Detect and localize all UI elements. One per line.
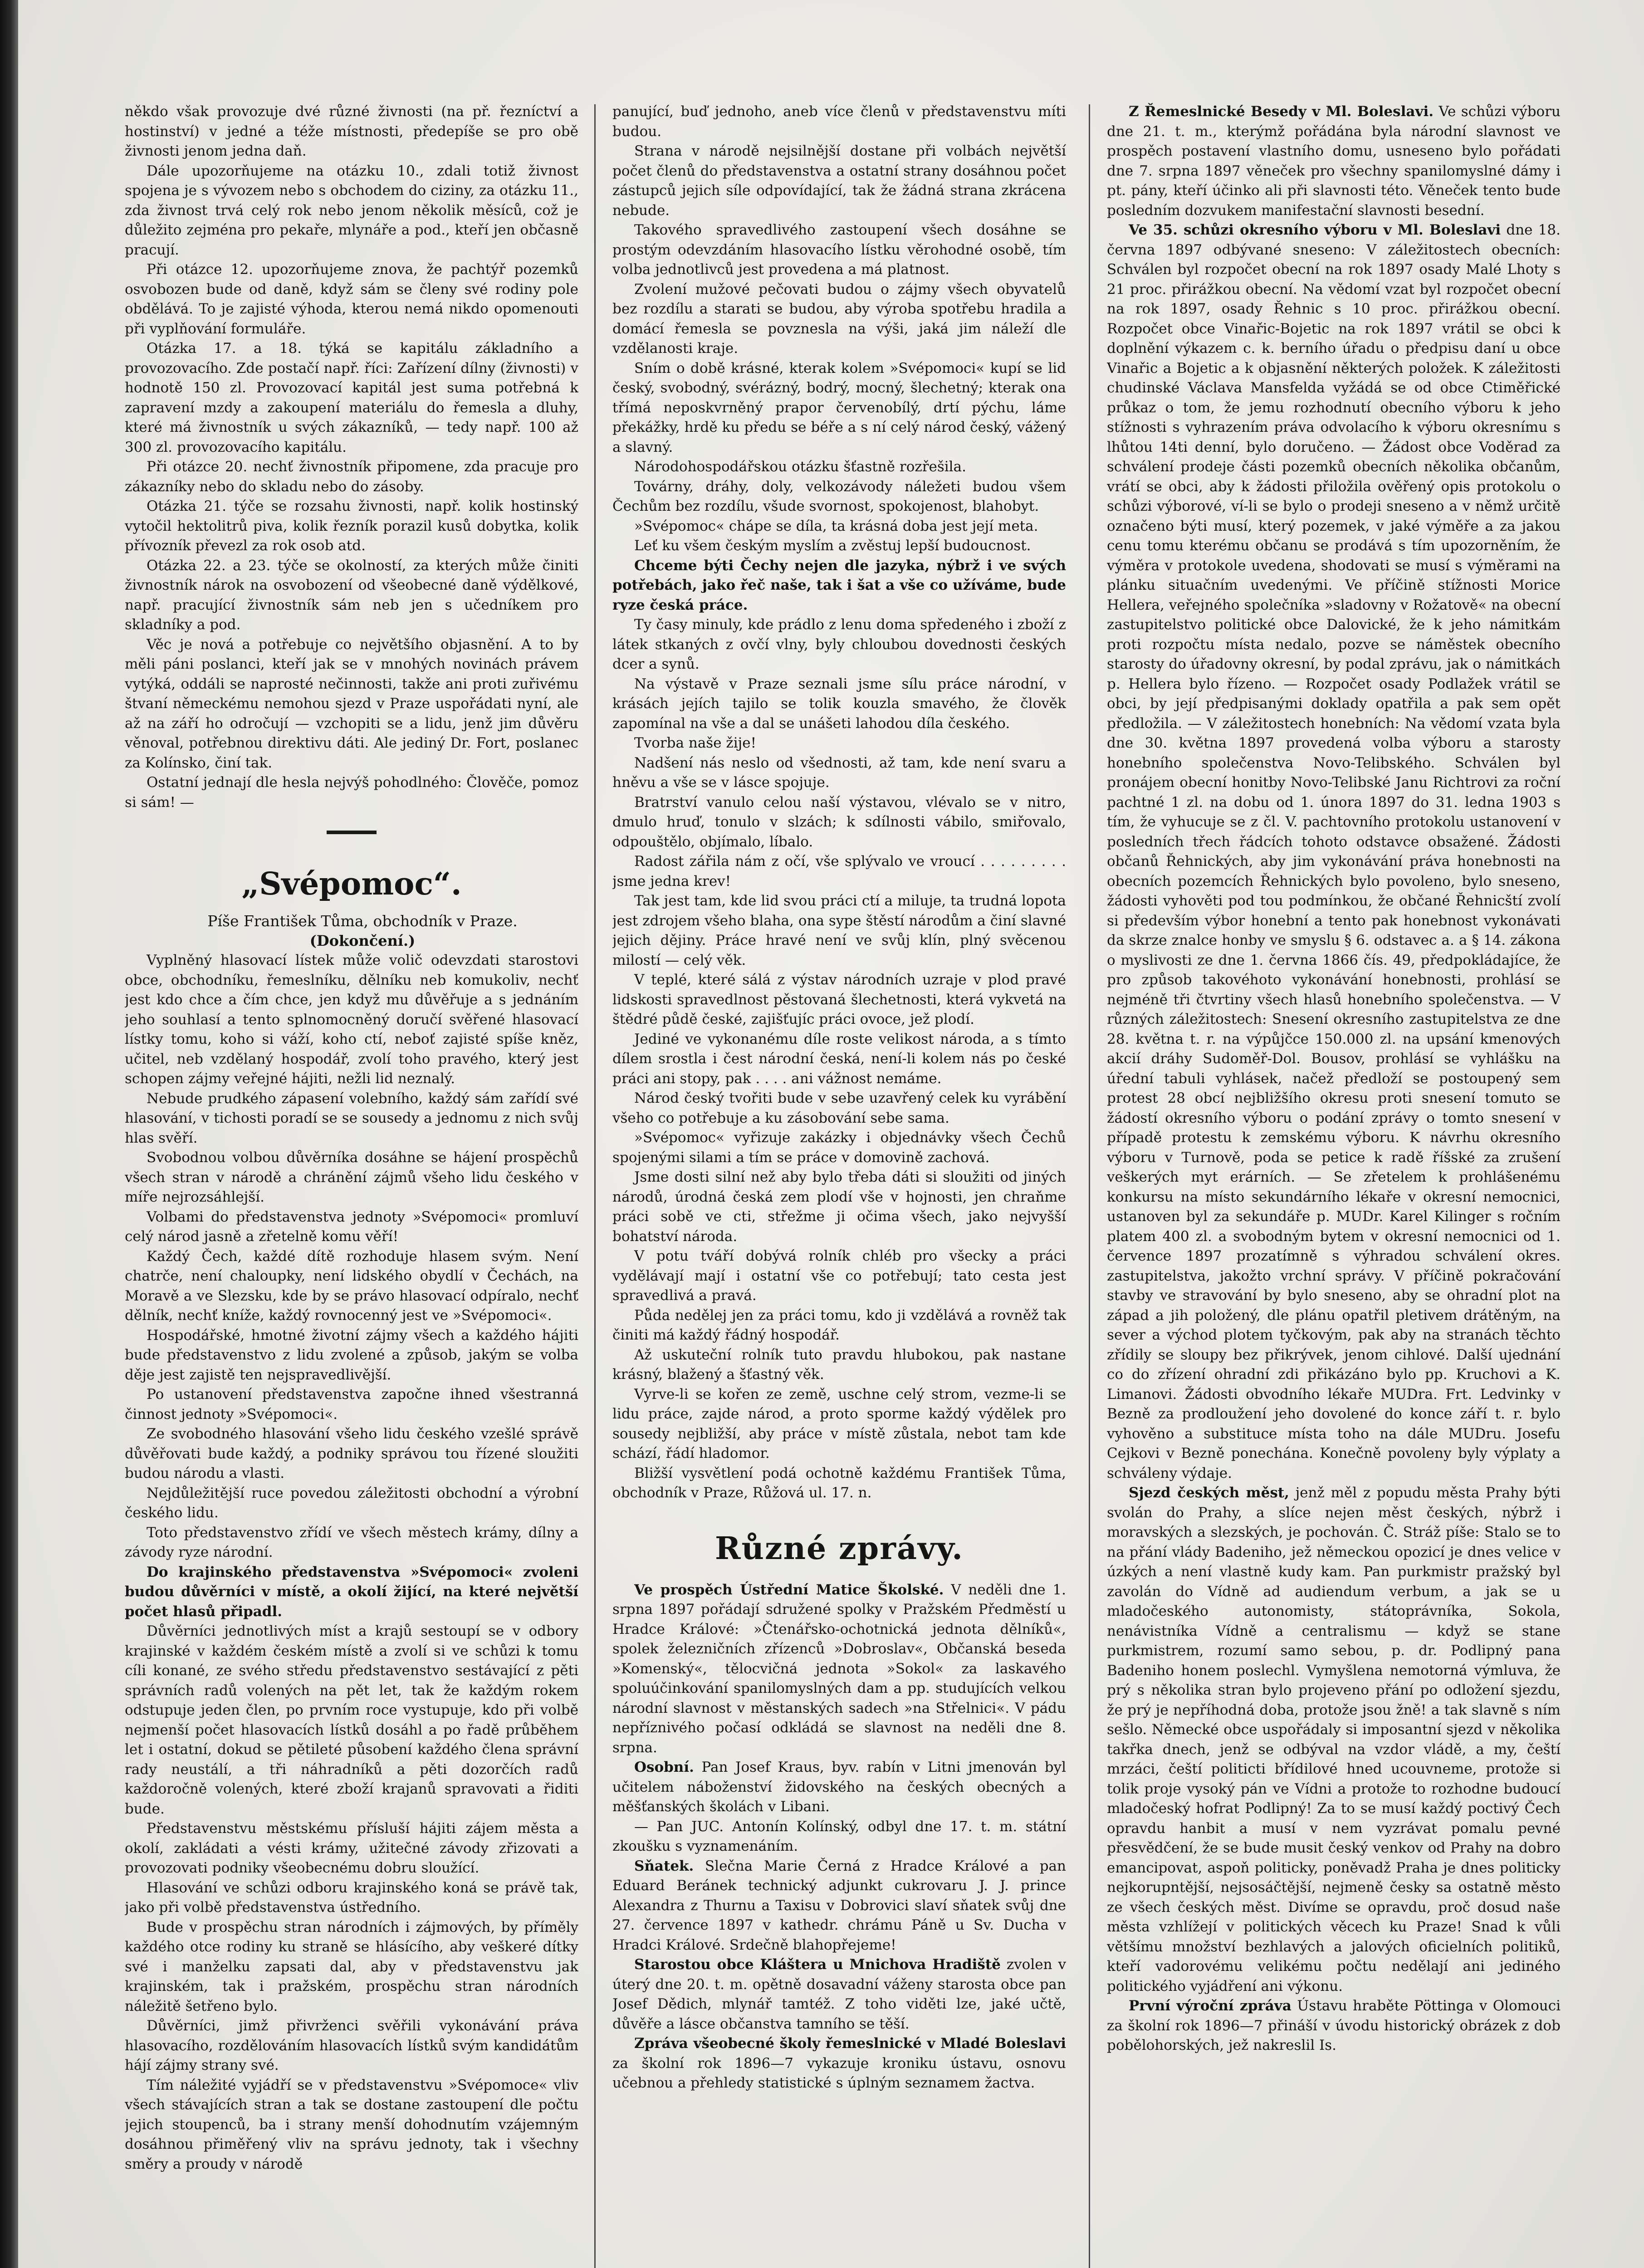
scan-edge bbox=[0, 0, 18, 2268]
news-lead: Starostou obce Kláštera u Mnichova Hradiště bbox=[634, 1956, 1001, 1973]
paragraph: Při otázce 12. upozorňujeme znova, že pachtýř pozemků osvobozen bude od daně, když sám se členy své rodiny pole obdělává. To je zajisté výhoda, kterou nemá nikdo opomenouti při vyplňování formuláře. bbox=[125, 261, 578, 337]
news-item bbox=[612, 2034, 1066, 2093]
news-text: Slečna Marie Černá z Hradce Králové a pan Eduard Beránek technický adjunkt cukrovaru J. J. prince Alexandra z Thurnu a Taxisu v Dobrovici slaví sňatek svůj dne 27. července 1897 v kathedr. chrámu Páně u Sv. Ducha v Hradci Králové. Srdečně blahopřejeme! bbox=[612, 1857, 1066, 1953]
paragraph: Otázka 17. a 18. týká se kapitálu základního a provozovacího. Zde postačí např. říci: Zařízení dílny (živnosti) v hodnotě 150 zl. Provozovací kapitál jest suma potřebná k zapravení mzdy a zakoupení materiálu do řemesla a dluhy, které má živnostník u svých zákazníků, — tedy např. 100 až 300 zl. provozovacího kapitálu. bbox=[125, 340, 578, 455]
paragraph: Národohospodářskou otázku šťastně rozřešila. bbox=[634, 459, 966, 475]
paragraph: Každý Čech, každé dítě rozhoduje hlasem svým. Není chatrče, není chaloupky, není lidského obydlí v Čechách, na Moravě a ve Slezsku, kde by se právo hlasovací odpíralo, nechť dělník, nechť kníže, každý rovnocenný jest ve »Svépomoci«. bbox=[125, 1248, 578, 1324]
paragraph: Bratrství vanulo celou naší výstavou, vlévalo se v nitro, dmulo hruď, tonulo v slzách; k sdílnosti vábilo, smiřovalo, odpouštělo, objímalo, líbalo. bbox=[612, 794, 1066, 850]
paragraph: Otázka 21. týče se rozsahu živnosti, např. kolik hostinský vytočil hektolitrů piva, kolik řezník porazil kusů dobytka, kolik přívozník převezl za rok osob atd. bbox=[125, 498, 578, 554]
paragraph: Radost zářila nám z očí, vše splývalo ve vroucí . . . . . . . . . jsme jedna krev! bbox=[612, 853, 1066, 890]
paragraph: Chceme býti Čechy nejen dle jazyka, nýbrž i ve svých potřebách, jako řeč naše, tak i šat a vše co užíváme, bude ryze česká práce. bbox=[612, 557, 1066, 613]
news-text: Ve schůzi výboru dne 21. t. m., kterýmž pořádána byla národní slavnost ve prospěch postavení vlastního domu, usneseno bylo pořádati dne 7. srpna 1897 věneček pro všechny spanilomyslné dámy i pt. pány, kteří účinko ali při slavnosti této. Věneček tento bude posledním dozvukem manifestační slavnosti besední. bbox=[1107, 103, 1561, 219]
paragraph: Ostatní jednají dle hesla nejvýš pohodlného: Člověče, pomoz si sám! — bbox=[125, 774, 578, 811]
paragraph: »Svépomoc« chápe se díla, ta krásná doba jest její meta. bbox=[634, 518, 1038, 534]
paragraph: Leť ku všem českým myslím a zvěstuj lepší budoucnost. bbox=[634, 538, 1031, 554]
paragraph: Až uskuteční rolník tuto pravdu hlubokou, pak nastane krásný, blažený a šťastný věk. bbox=[612, 1346, 1066, 1383]
column-rule bbox=[1089, 104, 1090, 2268]
news-text: za školní rok 1896—7 vykazuje kroniku ústavu, osnovu učebnou a přehledy statistické s úplným seznamem žactva. bbox=[612, 2055, 1066, 2091]
paragraph: Továrny, dráhy, doly, velkozávody náležeti budou všem Čechům bez rozdílu, všude svornost, spokojenost, blahobyt. bbox=[612, 478, 1066, 514]
paragraph: Věc je nová a potřebuje co největšího objasnění. A to by měli páni poslanci, kteří jak se v mnohých novinách právem vytýká, oddáli se naprosté nečinnosti, takže ani proti zuřivému štvaní německému nemohou sjezd v Praze uspořádati nyní, ale až na září ho odročují — vzchopiti se a lidu, jenž jim důvěru věnoval, potřebnou direktivu dáti. Ale jediný Dr. Fort, poslanec za Kolínsko, činí tak. bbox=[125, 636, 578, 771]
paragraph: Důvěrníci jednotlivých míst a krajů sestoupí se v odbory krajinské v každém českém místě a zvolí si ve schůzi k tomu cíli konané, ze svého středu představenstvo sestávající z pěti správních radů volených na pět let, tak že každým rokem odstupuje jeden člen, po prvním roce vystupuje, kdo při volbě nejmenší počet hlasovacích lístků dosáhl a po řadě průběhem let i ostatní, dokud se pětileté působení každého člena správní rady neustálí, a tři náhradníků a pěti dozorčích radů každoročně volených, které zboží krajanů spravovati a řiditi bude. bbox=[125, 1623, 578, 1817]
section-title: Různé zprávy. bbox=[715, 1530, 964, 1567]
news-lead: Ve 35. schůzi okresního výboru v Ml. Boleslavi bbox=[1129, 222, 1501, 238]
paragraph: Důvěrníci, jimž přivrženci svěřili vykonávání práva hlasovacího, rozdělováním hlasovacích lístků svým kandidátům hájí zájmy strany své. bbox=[125, 2018, 578, 2073]
paragraph: Bude v prospěchu stran národních i zájmových, by příměly každého otce rodiny ku straně se hlásícího, aby veškeré dítky své i manželku zapsati dal, aby v představenstvu jak krajinském, tak i pražském, prospěchu stran národních náležitě šetřeno bylo. bbox=[125, 1919, 578, 2014]
news-item bbox=[612, 1955, 1066, 2034]
paragraph: Nejdůležitější ruce povedou záležitosti obchodní a výrobní českého lidu. bbox=[125, 1485, 578, 1521]
paragraph: Ty časy minuly, kde prádlo z lenu doma spředeného i zboží z látek stkaných z ovčí vlny, byly chloubou dovednosti českých dcer a synů. bbox=[612, 616, 1066, 672]
news-lead: Z Řemeslnické Besedy v Ml. Boleslavi. bbox=[1129, 103, 1434, 120]
paragraph: Toto představenstvo zřídí ve všech městech krámy, dílny a závody ryze národní. bbox=[125, 1524, 578, 1560]
paragraph: někdo však provozuje dvé různé živnosti (na př. řezníctví a hostinství) v jedné a téže místnosti, předepíše se pro obě živnosti jenom jedna daň. bbox=[125, 103, 578, 159]
column-1 bbox=[125, 102, 578, 2268]
article-byline: Píše František Tůma, obchodník v Praze. bbox=[207, 912, 518, 930]
news-item bbox=[1107, 220, 1561, 1483]
column-rule bbox=[594, 104, 596, 2268]
column-2 bbox=[612, 102, 1066, 2268]
news-text: Ústavu hraběte Pöttinga v Olomouci za školní rok 1896—7 přináší v úvodu historický obrázek z dob pobělohorských, jež nakreslil Is. bbox=[1107, 1998, 1561, 2053]
news-item bbox=[1107, 102, 1561, 220]
article-subtitle: (Dokončení.) bbox=[309, 932, 416, 949]
news-text: Pan Josef Kraus, byv. rabín v Litni jmenován byl učitelem náboženství židovského na českých obecných a měšťanských školách v Libani. bbox=[612, 1759, 1066, 1815]
news-text: jenž měl z popudu města Prahy býti svolán do Prahy, a slíce nejen měst českých, nýbrž i moravských a slezských, je pochován. Č. Stráž píše: Stalo se to na přání vlády Badeniho, jež německou opozicí je dnes velice v úzkých a není vlastně kudy kam. Pan purkmistr pražský byl zavolán do Vídně ad audiendum verbum, a jak se u mladočeského autonomisty, státoprávníka, Sokola, nenávistníka Vídně a centralismu — když se stane purkmistrem, rozumí samo sebou, p. dr. Podlipný pana Badeniho honem poslechl. Vymyšlena nemotorná výmluva, že prý s několika stran bylo projeveno přání po odložení sjezdu, že prý je nepříhodná doba, protože jsou žně! a tak slavně s ním sešlo. Německé obce uspořádaly si imposantní sjezd v několika takřka dnech, jenž se odbýval na vzdor vládě, a my, čeští mrzáci, čeští politicti břídilové hned ucouvneme, protože si tolik proje vysoký pán ve Vídni a protože to rozhodne budoucí mladočeský hofrat Podlipný! Za to se musí každý poctivý Čech opravdu hanbit a musí v nem vyzrávat pomalu pevné přesvědčení, že se bude musit český venkov od Prahy na dobro emancipovat, aspoň politicky, poněvadž Praha je dnes politicky nejkorupntější, nejsosáčtější, nejmeně česky sa ostatně město ze všech českých měst. Divíme se opravdu, proč dosud naše města vzhlížejí v politických věcech ku Praze! Snad k vůli většímu množství bezhlavých a jalových oficielních politiků, kteří vadorovému velikému počtu nedělají ani jediného politického vyjádření ani výkonu. bbox=[1107, 1485, 1561, 1994]
paragraph: »Svépomoc« vyřizuje zakázky i objednávky všech Čechů spojenými silami a tím se práce v domovině zachová. bbox=[612, 1129, 1066, 1166]
paragraph: Národ český tvořiti bude v sebe uzavřený celek ku vyrábění všeho co potřebuje a ku zásobování sebe sama. bbox=[612, 1090, 1066, 1126]
news-item bbox=[1107, 1483, 1561, 1996]
news-item bbox=[1107, 1996, 1561, 2056]
paragraph: Při otázce 20. nechť živnostník připomene, zda pracuje pro zákazníky nebo do skladu nebo do zásoby. bbox=[125, 459, 578, 495]
paragraph: Vyrve-li se kořen ze země, uschne celý strom, vezme-li se lidu práce, zajde národ, a proto sporme každý výdělek pro sousedy nejbližší, aby práce v místě zůstala, nebot tam kde schází, řádí hladomor. bbox=[612, 1386, 1066, 1461]
section-divider bbox=[327, 831, 377, 834]
paragraph: panující, buď jednoho, aneb více členů v představenstvu míti budou. bbox=[612, 103, 1066, 140]
paragraph: Takového spravedlivého zastoupení všech dosáhne se prostým odevzdáním hlasovacího lístku věrohodné osobě, tím volba jednotlivců jest provedena a má platnost. bbox=[612, 222, 1066, 278]
news-text: V neděli dne 1. srpna 1897 pořádají sdružené spolky v Pražském Předměstí u Hradce Králové: »Čtenářsko-ochotnická jednota dělníků«, spolek železničních zřízenců »Dobroslav«, Občanská beseda »Komenský«, tělocvičná jednota »Sokol« za laskavého spoluúčinkování spanilomyslných dam a pp. studujících velkou národní slavnost v městanských sadech »na Střelnici«. V pádu nepříznivého počasí odkládá se slavnost na neděli dne 8. srpna. bbox=[612, 1581, 1066, 1756]
paragraph: Na výstavě v Praze seznali jsme sílu práce národní, v krásách jejích tajilo se tolik kouzla smavého, že člověk zapomínal na vše a dal se unášeti lahodou díla českého. bbox=[612, 675, 1066, 732]
news-item bbox=[612, 1857, 1066, 1955]
paragraph: Jsme dosti silní než aby bylo třeba dáti si sloužiti od jiných národů, úrodná česká zem plodí vše v hojnosti, jen chraňme práci sobě ve cti, střežme ji očima všech, jako nejvyšší bohatství národa. bbox=[612, 1169, 1066, 1245]
paragraph: Půda nedělej jen za práci tomu, kdo ji vzdělává a rovněž tak činiti má každý řádný hospodář. bbox=[612, 1307, 1066, 1343]
paragraph: V teplé, které sálá z výstav národních uzraje v plod pravé lidskosti spravedlnost pěstovaná šlechetnosti, která vykvetá na štědré půdě české, zajišťujíc práci ovoce, jež plodí. bbox=[612, 972, 1066, 1027]
paragraph: Volbami do představenstva jednoty »Svépomoci« promluví celý národ jasně a zřetelně komu věří! bbox=[125, 1208, 578, 1245]
paragraph: Představenstvu městskému přísluší hájiti zájem města a okolí, zakládati a vésti krámy, užitečné závody zřizovati a provozovati podniky všeobecnému dobru sloužící. bbox=[125, 1820, 578, 1876]
news-lead: Sjezd českých měst, bbox=[1129, 1485, 1289, 1501]
paragraph: Tvorba naše žije! bbox=[634, 735, 757, 751]
news-text: — Pan JUC. Antonín Kolínský, odbyl dne 17. t. m. státní zkoušku s vyznamenáním. bbox=[612, 1818, 1066, 1854]
paragraph: Tím náležité vyjádří se v představenstvu »Svépomoce« vliv všech stávajících stran a tak se dostane zastoupení dle počtu jejich stoupenců, ba i strany menší dohodnutím vzájemným dosáhnou přiměřený vliv na správu jednoty, tak i všechny směry a proudy v národě bbox=[125, 2077, 578, 2172]
paragraph: Zvolení mužové pečovati budou o zájmy všech obyvatelů bez rozdílu a starati se budou, aby výroba spotřebu hradila a domácí řemesla se povznesla na výši, jaká jim náleží dle vzdělanosti kraje. bbox=[612, 281, 1066, 357]
paragraph: Strana v národě nejsilnější dostane při volbách největší počet členů do představenstva a ostatní strany dosáhnou počet zástupců jejich síle odpovídající, tak že žádná strana zkrácena nebude. bbox=[612, 143, 1066, 219]
paragraph: Svobodnou volbou důvěrníka dosáhne se hájení prospěchů všech stran v národě a chránění zájmů všeho lidu českého v míře nejrozsáhlejší. bbox=[125, 1149, 578, 1205]
news-item bbox=[612, 1817, 1066, 1857]
news-text: dne 18. června 1897 odbývané sneseno: V záležitostech obecních: Schválen byl rozpočet obecní na rok 1897 osady Malé Lhoty s 21 proc. přirážkou obecní. Na vědomí vzat byl rozpočet obecní na rok 1897, osady Řehnic s 10 proc. přirážkou obecní. Rozpočet obce Vinařic-Bojetic na rok 1897 vrátil se obci k doplnění výkazem c. k. berního úřadu o předpisu daní u obce Vinařic a Bojetic a k objasnění některých položek. K záležitosti chudinské Václava Mansfelda vyžádá se od obce Ctiměřické průkaz o tom, že jemu rozhodnutí obecního výboru k jeho stížnosti s vyhrazením práva odvolacího k výboru okresnímu s lhůtou 14ti denní, bylo doručeno. — Žádost obce Voděrad za schválení prodeje části pozemků obecních několika občanům, vrátí se obci, aby k žádosti přiložila ověřený opis protokolu o schůzi výborové, ví-li se bylo o prodeji sneseno a v němž určitě označeno býti musí, který pozemek, v jaké výměře a za jakou cenu tomu kterému občanu se prodává s tím upozorněním, že výměra v protokole uvedena, shodovati se musí s výměrami na plánku situačním uvedenými. Ve příčině stížnosti Morice Hellera, veřejného společníka »sladovny v Rožatově« na obecní zastupitelstvo politické obce Dalovické, že k jeho námitkám proti rozpočtu místa nedalo, pozve se náměstek obecního starosty do úřadovny okresní, by podal zprávu, jak o námitkách p. Hellera bylo řízeno. — Rozpočet osady Podlažek vrátil se obci, by její předpisanými doklady opatřila a pak sem opět předložila. — V záležitostech honebních: Na vědomí vzata byla dne 30. května 1897 provedená volba výboru a starosty honebního společenstva Novo-Telibského. Schválen byl pronájem obecní honitby Novo-Telibské Janu Richtrovi za roční pachtné 1 zl. na dobu od 1. února 1897 do 31. ledna 1903 s tím, že vyhucuje se z čl. V. pachtovního protokolu ustanovení v posledních třech řádcích tohoto odstavce obsažené. Žádosti občanů Řehnických, aby jim vykonávání práva honebnosti na obecních pozemcích Řehnických bylo povoleno, bylo sneseno, žádosti vyhověti pod tou podmínkou, že občané Řehnicští zvolí si především výbor honební a tento pak honebnost vykonávati da skrze znalce honby ve smyslu § 6. odstavec a. a § 14. zákona o myslivosti ze dne 1. června 1866 čís. 49, předpokládajíce, že pro způsob takovéhoto vykonávání honebnosti, prohlásí se nejméně tři čtvrtiny všech hlasů honebního společenstva. — V různých záležitostech: Snesení okresního zastupitelstva ze dne 28. května t. r. na výpůjčce 150.000 zl. na upsání kmenových akcií dráhy Sudoměř-Dol. Bousov, prohlásí se vyhlášku na úřední tabuli vyhlásek, načež předloží se postoupený sem protest 28 obcí nejbližšího okresu proti snesení tomuto se žádostí okresního výboru o podání zprávy o tomto snesení v případě protestu k zemskému výboru. K návrhu okresního výboru v Turnově, poda se petice k radě říšské za zrušení veškerých myt erárních. — Se zřetelem k prohlášenému konkursu na místo sekundárního lékaře v okresní nemocnici, ustanoven byl za sekundáře p. MUDr. Karel Kilinger s ročním platem 400 zl. a svobodným bytem v okresní nemocnici od 1. července 1897 prozatímně s výhradou schválení okres. zastupitelstva, jakožto vrchní správy. V příčině pokračování stavby ve stravování by bylo sneseno, aby se ohradní plot na západ a jih položený, dle plánu opatřil pletivem drátěným, na sever a východ plotem tyčkovým, pak aby na stranách těchto zřídily se sloupy bez přikrývek, jenom cihlové. Další ujednání co do zřízení ohradní zdi přikázáno bylo pp. Kruchovi a K. Limanovi. Žádosti obvodního lékaře MUDra. Frt. Ledvinky v Bezně za prodloužení jeho dovolené do konce září t. r. bylo vyhověno a substituce místa toho na dále MUDru. Josefu Cejkovi v Bezně ponechána. Konečně povoleny byly výplaty a schváleny výdaje. bbox=[1107, 222, 1561, 1481]
paragraph: Jediné ve vykonanému díle roste velikost národa, a s tímto dílem srostla i čest národní česká, není-li kolem nás po české práci ani stopy, pak . . . . ani vážnost nemáme. bbox=[612, 1031, 1066, 1087]
paragraph: Po ustanovení představenstva započne ihned všestranná činnost jednoty »Svépomoci«. bbox=[125, 1386, 578, 1422]
news-text: zvolen v úterý dne 20. t. m. opětně dosavadní váženy starosta obce pan Josef Dědich, mlynář tamtéž. Z toho viděti lze, jaké učtě, důvěře a lásce občanstva tamního se těší. bbox=[612, 1956, 1066, 2032]
article-title: „Svépomoc“. bbox=[241, 866, 462, 902]
paragraph: Do krajinského představenstva »Svépomoci« zvoleni budou důvěrníci v místě, a okolí žijící, na které největší počet hlasů připadl. bbox=[125, 1564, 578, 1620]
paragraph: Nebude prudkého zápasení volebního, každý sám zařídí své hlasování, v tichosti poradí se se sousedy a jednomu z nich svůj hlas svěří. bbox=[125, 1090, 578, 1146]
news-item bbox=[612, 1758, 1066, 1817]
news-item bbox=[612, 1580, 1066, 1758]
paragraph: Tak jest tam, kde lid svou práci ctí a miluje, ta trudná lopota jest zdrojem všeho blaha, ona sype štěstí národům a činí slavné jejich dějiny. Práce hravé není ve svůj klín, plný svěcenou milostí — celý věk. bbox=[612, 893, 1066, 968]
news-lead: Sňatek. bbox=[634, 1857, 694, 1874]
news-lead: Ve prospěch Ústřední Matice Školské. bbox=[634, 1581, 944, 1598]
paragraph: Dále upozorňujeme na otázku 10., zdali totiž živnost spojena je s vývozem nebo s obchodem do ciziny, za otázku 11., zda živnost trvá celý rok nebo jenom několik měsíců, což je důležito zejména pro pekaře, mlynáře a pod., kteří jen občasně pracují. bbox=[125, 162, 578, 258]
news-lead: Zpráva všeobecné školy řemeslnické v Mladé Boleslavi bbox=[634, 2035, 1066, 2052]
paragraph: Ze svobodného hlasování všeho lidu českého vzešlé správě důvěřovati bude každý, a podniky správou tou řízené sloužiti budou národu a vlasti. bbox=[125, 1426, 578, 1481]
paragraph: Vyplněný hlasovací lístek může volič odevzdati starostovi obce, obchodníku, řemeslníku, dělníku neb komukoliv, nechť jest kdo chce a čím chce, jen když mu důvěřuje a s jednáním jeho souhlasí a tento splnomocněný doručí svěřené hlasovací lístky tomu, koho si váží, koho ctí, neboť zajisté spíše kněz, učitel, neb vzdělaný hospodář, zvolí toho pravého, který jest schopen zájmy veřejné hájiti, nežli lid neznalý. bbox=[125, 952, 578, 1087]
paragraph: Sním o době krásné, kterak kolem »Svépomoci« kupí se lid český, svobodný, svérázný, bodrý, mocný, šlechetný; kterak ona třímá neposkvrněný prapor červenobílý, drtí pýchu, láme překážky, hrdě ku předu se béře a s ní celý národ český, vážený a slavný. bbox=[612, 360, 1066, 455]
paragraph: Hospodářské, hmotné životní zájmy všech a každého hájiti bude představenstvo z lidu zvolené a způsob, jakým se volba děje jest zajistě ten nejspravedlivější. bbox=[125, 1327, 578, 1383]
news-lead: Osobní. bbox=[634, 1759, 694, 1775]
paragraph: Otázka 22. a 23. týče se okolností, za kterých může činiti živnostník nárok na osvobození od všeobecné daně výdělkové, např. pracující živnostník sám neb jen s učedníkem pro skladníky a pod. bbox=[125, 557, 578, 633]
paragraph: Nadšení nás neslo od všednosti, až tam, kde není svaru a hněvu a vše se v lásce spojuje. bbox=[612, 754, 1066, 791]
news-lead: První výroční zpráva bbox=[1129, 1998, 1292, 2014]
column-3 bbox=[1107, 102, 1561, 2268]
paragraph: V potu tváří dobývá rolník chléb pro všecky a práci vydělávají mají i ostatní vše co potřebují; tato cesta jest spravedlivá a pravá. bbox=[612, 1248, 1066, 1304]
paragraph: Hlasování ve schůzi odboru krajinského koná se právě tak, jako při volbě představenstva ústředního. bbox=[125, 1879, 578, 1916]
paragraph: Bližší vysvětlení podá ochotně každému František Tůma, obchodník v Praze, Růžová ul. 17. n. bbox=[612, 1465, 1066, 1501]
